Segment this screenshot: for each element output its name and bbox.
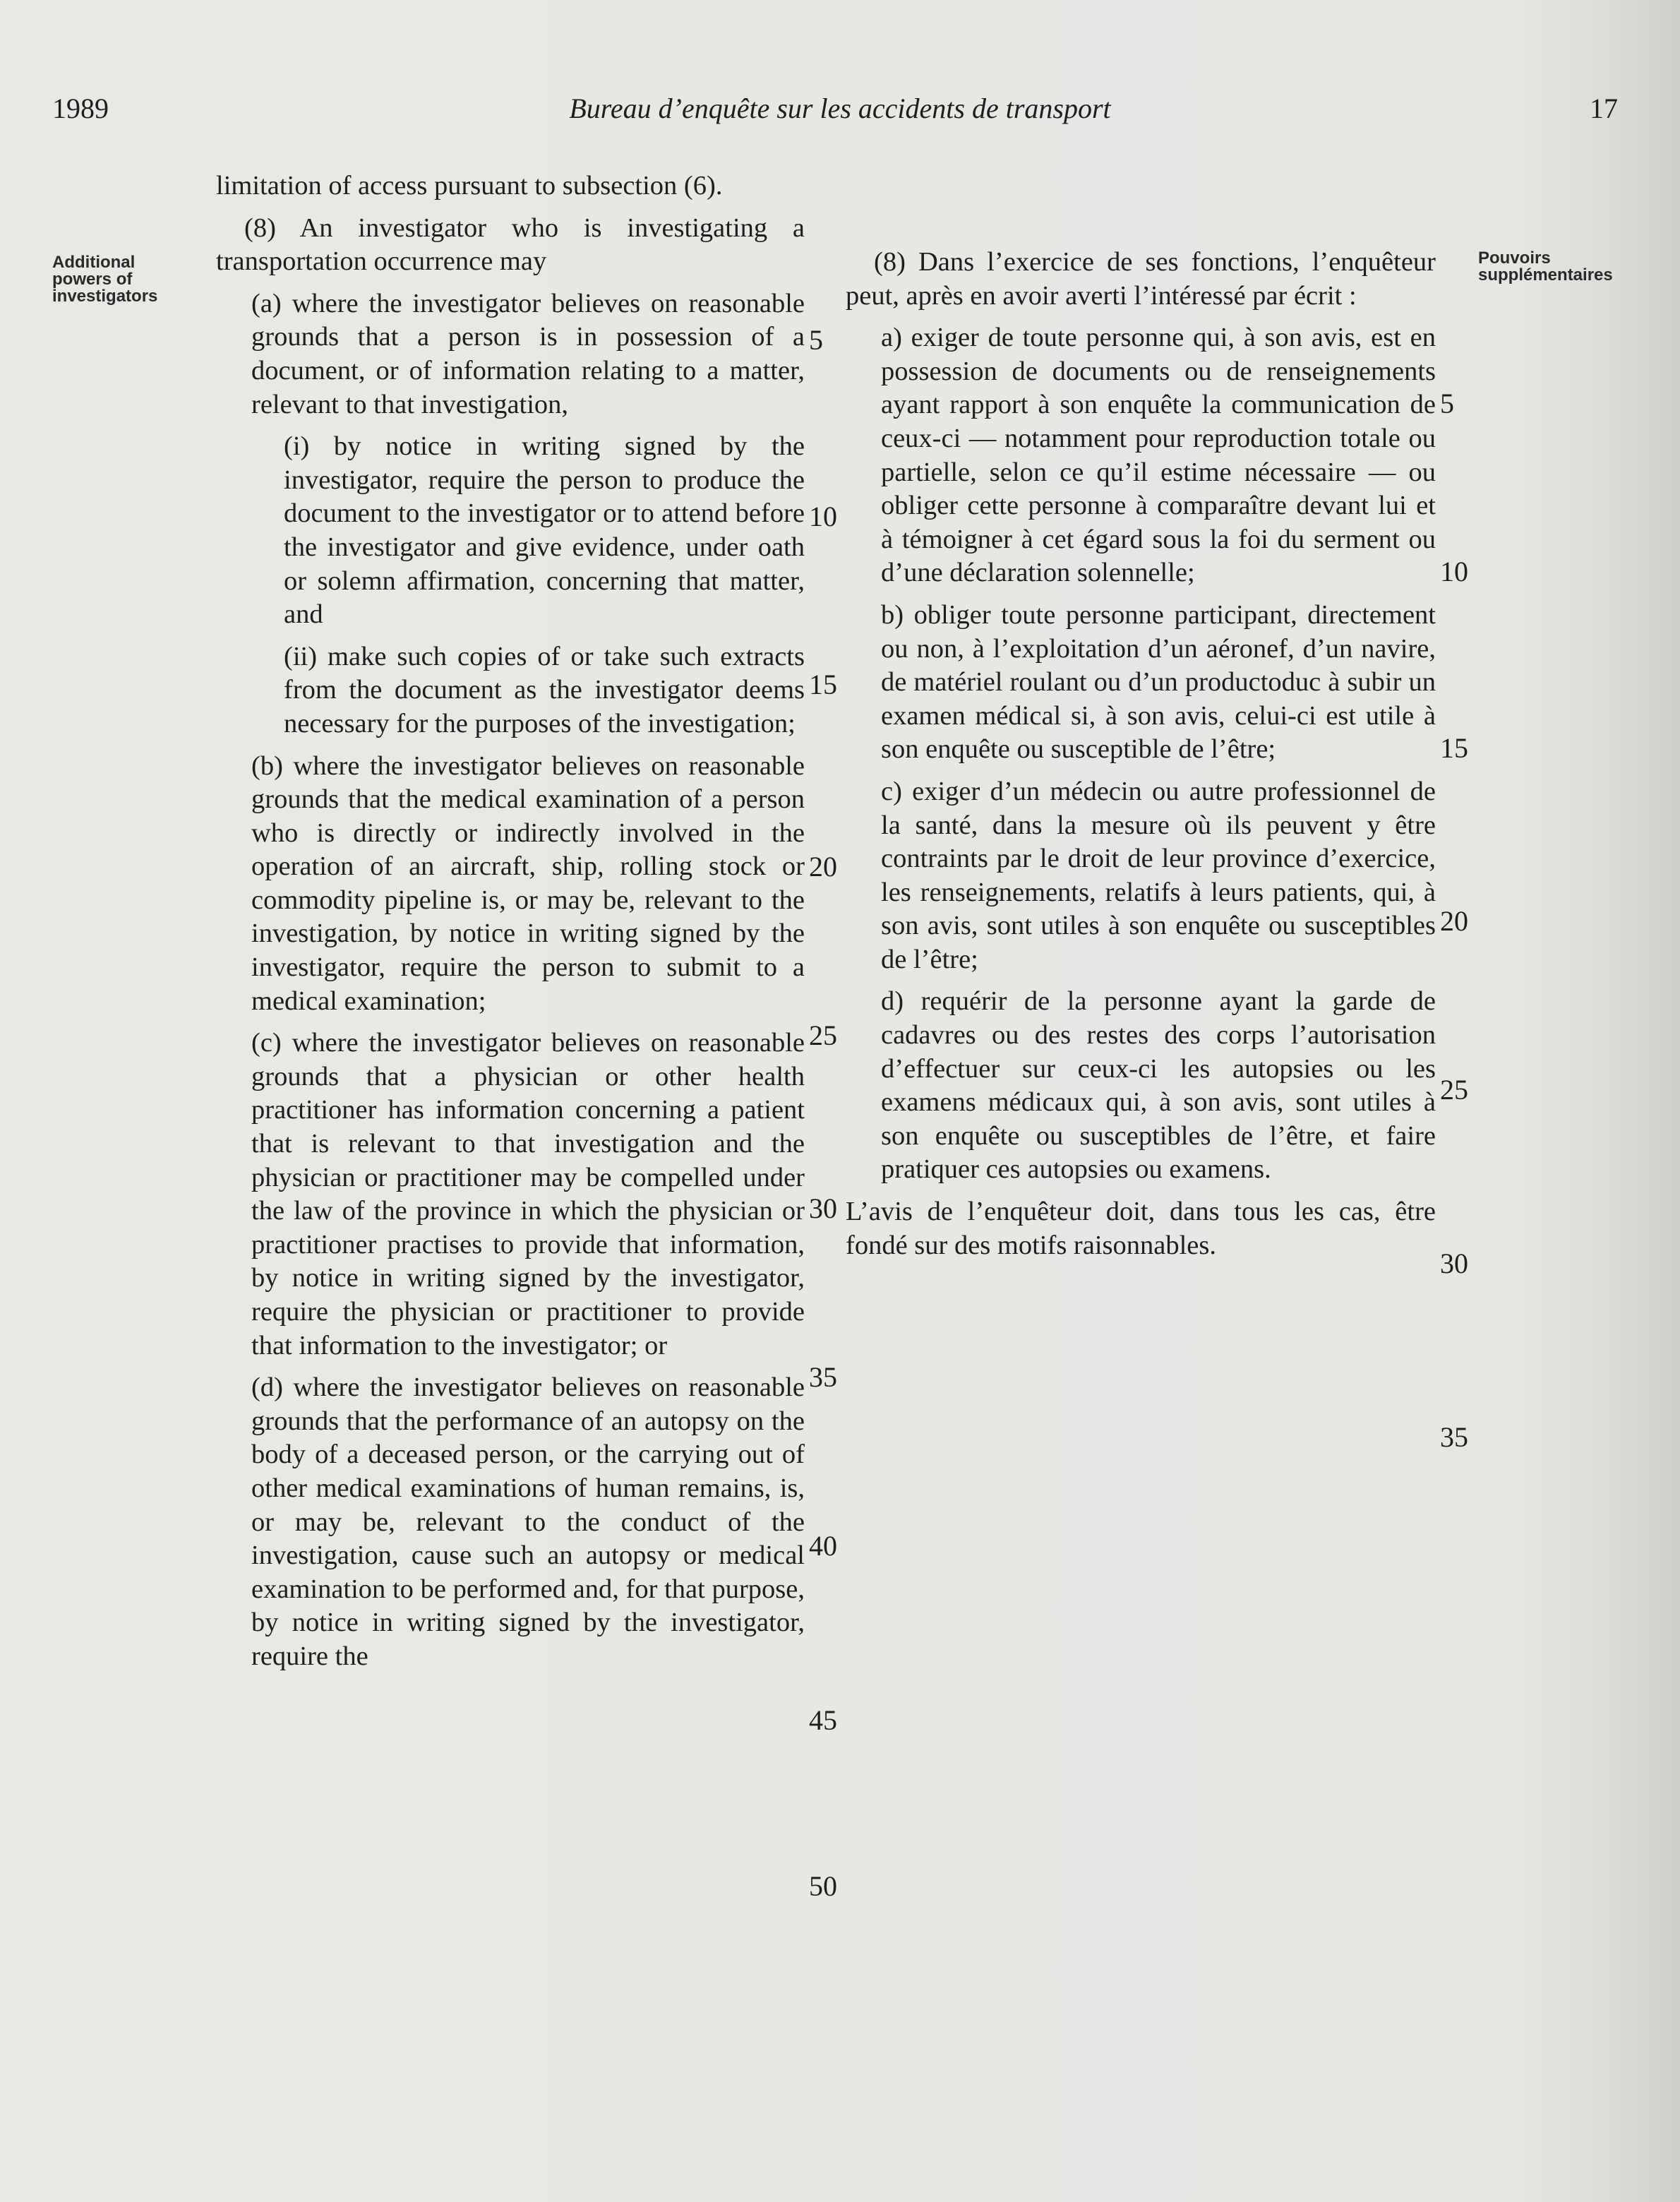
- paragraph-a-fr: a) exiger de toute personne qui, à son avis, est en possession de documents ou de renseignements ayant rapport à son enquête la communication de ceux-ci — notamment pour reproduction totale ou partielle, selon ce qu’il estime nécessaire — ou obliger cette personne à comparaître devant lui et à témoigner à cet égard sous la foi du serment ou d’une déclaration solennelle;: [881, 323, 1436, 588]
- page-number: 17: [1590, 92, 1618, 124]
- line-number: 40: [809, 1530, 837, 1562]
- paragraph-a-en: (a) where the investigator believes on reasonable grounds that a person is in possession of a document, or of information relating to a matter, relevant to that investigation,: [251, 288, 805, 419]
- continuation-text: limitation of access pursuant to subsection (6).: [216, 171, 723, 201]
- line-number: 25: [1440, 1074, 1468, 1106]
- line-number: 5: [809, 324, 823, 356]
- closing-text-fr: L’avis de l’enquêteur doit, dans tous les cas, être fondé sur des motifs raisonnables.: [846, 1197, 1436, 1260]
- header-year: 1989: [52, 92, 109, 124]
- subsection-8-intro-fr: (8) Dans l’exercice de ses fonctions, l’enquêteur peut, après en avoir averti l’intéressé par écrit :: [846, 247, 1436, 311]
- paragraph-d-en: (d) where the investigator believes on reasonable grounds that the performance of an autopsy on the body of a deceased person, or the carrying out of other medical examinations of human remains, is, or may be, relevant to the conduct of the investigation, cause such an autopsy or medical examination to be performed and, for that purpose, by notice in writing signed by the investigator, require the: [251, 1372, 805, 1671]
- line-number: 30: [809, 1192, 837, 1224]
- paragraph-b-fr: b) obliger toute personne participant, directement ou non, à l’exploitation d’un aéronef, d’un navire, de matériel roulant ou d’un productoduc à subir un examen médical si, à son avis, celui-ci est utile à son enquête ou susceptible de l’être;: [881, 599, 1436, 765]
- subsection-8-intro-en: (8) An investigator who is investigating a transportation occurrence may: [216, 213, 805, 277]
- english-column: [216, 169, 805, 1674]
- line-number: 15: [809, 669, 837, 700]
- line-number: 15: [1440, 732, 1468, 764]
- paragraph-c-en: (c) where the investigator believes on reasonable grounds that a physician or other health practitioner has information concerning a patient that is relevant to that investigation and the physician or practitioner may be compelled under the law of the province in which the physician or practitioner practises to provide that information, by notice in writing signed by the investigator, require the physician or practitioner to provide that information to the investigator; or: [251, 1028, 805, 1360]
- line-number: 20: [809, 851, 837, 882]
- line-number: 5: [1440, 388, 1454, 419]
- subparagraph-a-ii-en: (ii) make such copies of or take such extracts from the document as the investigator deems necessary for the purposes of the investigation;: [284, 641, 805, 738]
- line-number: 30: [1440, 1247, 1468, 1279]
- line-number: 25: [809, 1019, 837, 1051]
- margin-note-english: Additional powers of investigators: [52, 253, 158, 306]
- line-number: 10: [809, 501, 837, 532]
- paragraph-d-fr: d) requérir de la personne ayant la garde de cadavres ou des restes des corps l’autorisation d’effectuer sur ceux-ci les autopsies ou les examens médicaux qui, à son avis, sont utiles à son enquête ou susceptibles de l’être, et faire pratiquer ces autopsies ou examens.: [881, 986, 1436, 1185]
- line-number: 35: [1440, 1421, 1468, 1453]
- french-column: [846, 246, 1436, 1262]
- margin-note-french: Pouvoirs supplémentaires: [1478, 249, 1613, 285]
- line-number: 20: [1440, 905, 1468, 937]
- header-title: Bureau d’enquête sur les accidents de transport: [569, 92, 1111, 124]
- subparagraph-a-i-en: (i) by notice in writing signed by the investigator, require the person to produce the document to the investigator or to attend before the investigator and give evidence, under oath or solemn affirmation, concerning that matter, and: [284, 431, 805, 630]
- line-number: 45: [809, 1704, 837, 1736]
- paragraph-b-en: (b) where the investigator believes on reasonable grounds that the medical examination of a person who is directly or indirectly involved in the operation of an aircraft, ship, rolling stock or commodity pipeline is, or may be, relevant to the investigation, by notice in writing signed by the investigator, require the person to submit to a medical examination;: [251, 750, 805, 1016]
- line-number: 35: [809, 1361, 837, 1393]
- line-number: 50: [809, 1870, 837, 1902]
- paragraph-c-fr: c) exiger d’un médecin ou autre professionnel de la santé, dans la mesure où ils peuvent y être contraints par le droit de leur province d’exercice, les renseignements, relatifs à leurs patients, qui, à son avis, sont utiles à son enquête ou susceptibles de l’être;: [881, 776, 1436, 974]
- line-number: 10: [1440, 556, 1468, 587]
